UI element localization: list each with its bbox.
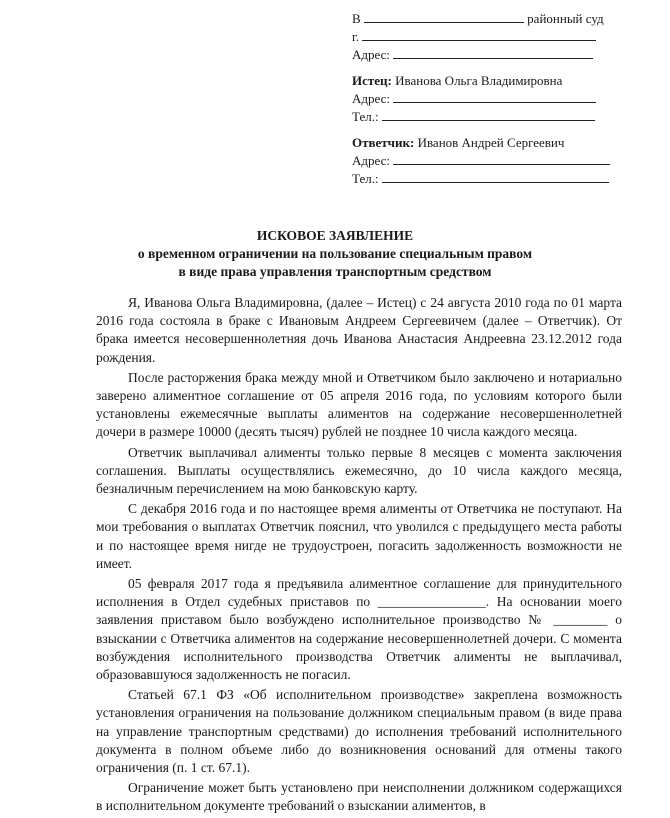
plaintiff-phone-line [352, 108, 595, 126]
document-subtitle-1: о временном ограничении на пользование специальным правом [137, 246, 533, 261]
defendant-address-blank [393, 152, 610, 165]
paragraph-3: Ответчик выплачивал алименты только первые 8 месяцев с момента заключения соглашения. Выплаты осуществлялись ежемесячно, до 10 числа каждого месяца, безналичным перечислением на мою банковскую карту. [96, 444, 622, 497]
defendant-phone-label: Тел.: [352, 171, 379, 186]
paragraph-1: Я, Иванова Ольга Владимировна, (далее – Истец) с 24 августа 2010 года по 01 марта 2016 года состояла в браке с Ивановым Андреем Сергеевичем (далее – Ответчик). От брака имеется несовершеннолетняя дочь Иванова Анастасия Андреевна 23.12.2012 года рождения. [96, 295, 622, 365]
paragraph-7: Ограничение может быть установлено при неисполнении должником содержащихся в исполнительном документе требований о взыскании алиментов, в [96, 780, 622, 814]
plaintiff-phone-blank [382, 108, 595, 121]
paragraph-6: Статьей 67.1 ФЗ «Об исполнительном производстве» закреплена возможность установления ограничения на пользование должником специальным правом (в виде права на управление транспортным средствами) до исполнения требований исполнительного документа в полном объеме либо до возникновения оснований для отмены такого ограничения (п. 1 ст. 67.1). [96, 687, 622, 776]
plaintiff-label: Истец: [352, 73, 392, 88]
paragraph-4: С декабря 2016 года и по настоящее время алименты от Ответчика не поступают. На мои требования о выплатах Ответчик пояснил, что уволился с предыдущего места работы и по настоящее время нигде не трудоустроен, погасить задолженность возможности не имеет. [96, 501, 622, 571]
defendant-phone-line [352, 170, 609, 188]
defendant-name: Иванов Андрей Сергеевич [417, 135, 565, 150]
court-address-line [352, 46, 593, 64]
court-line [352, 10, 604, 28]
city-label: г. [352, 29, 360, 44]
plaintiff-phone-label: Тел.: [352, 109, 379, 124]
paragraph-5: 05 февраля 2017 года я предъявила алиментное соглашение для принудительного исполнения в Отдел судебных приставов по ________________. На основании моего заявления приставом было возбуждено исполнительное производство № ________ о взыскании с Ответчика алиментов на содержание несовершеннолетней дочери. С момента возбуждения исполнительного производства Ответчик алименты не выплачивал, образовавшуюся задолженность не погасил. [96, 576, 622, 683]
document-title: ИСКОВОЕ ЗАЯВЛЕНИЕ [256, 228, 414, 243]
city-blank [362, 28, 596, 41]
defendant-address-label: Адрес: [352, 153, 390, 168]
court-name-blank [364, 10, 524, 23]
plaintiff-address-blank [393, 90, 596, 103]
court-address-blank [393, 46, 593, 59]
document-body [96, 294, 622, 818]
plaintiff-address-line [352, 90, 596, 108]
defendant-address-line [352, 152, 610, 170]
defendant-phone-blank [382, 170, 609, 183]
plaintiff-line [352, 72, 562, 90]
plaintiff-address-label: Адрес: [352, 91, 390, 106]
court-address-label: Адрес: [352, 47, 390, 62]
document-subtitle-2: в виде права управления транспортным средством [178, 264, 492, 279]
defendant-label: Ответчик: [352, 135, 415, 150]
court-prefix: В [352, 11, 361, 26]
court-suffix: районный суд [527, 11, 604, 26]
plaintiff-name: Иванова Ольга Владимировна [395, 73, 563, 88]
defendant-line [352, 134, 564, 152]
paragraph-2: После расторжения брака между мной и Ответчиком было заключено и нотариально заверено алиментное соглашение от 05 апреля 2016 года, по условиям которого были установлены ежемесячные выплаты алиментов на содержание несовершеннолетней дочери в размере 10000 (десять тысяч) рублей не позднее 10 числа каждого месяца. [96, 369, 622, 440]
city-line [352, 28, 596, 46]
